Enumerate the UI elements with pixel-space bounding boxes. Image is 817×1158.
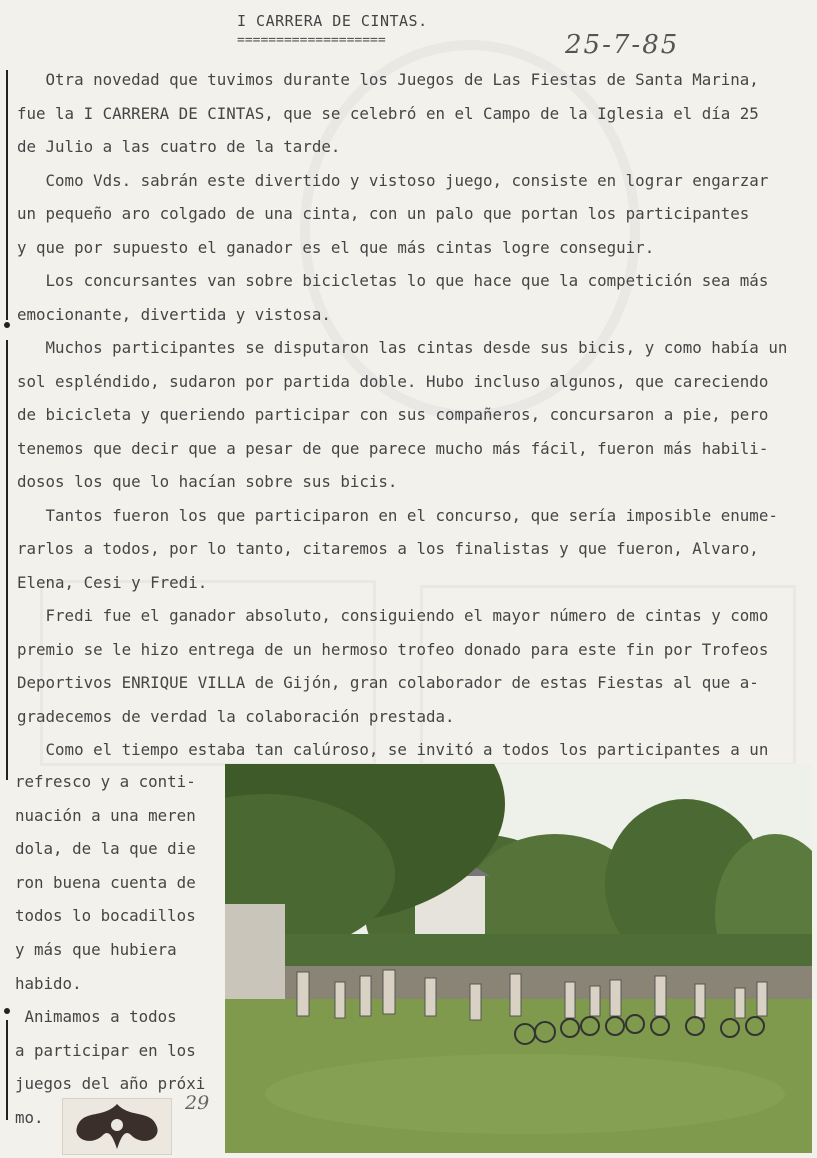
body-line: premio se le hizo entrega de un hermoso trofeo donado para este fin por Trofeos (17, 639, 769, 659)
flourish-icon (63, 1099, 171, 1154)
stamp-watermark (300, 40, 640, 420)
side-line: habido. (15, 973, 82, 993)
body-line: Otra novedad que tuvimos durante los Juegos de Las Fiestas de Santa Marina, (17, 70, 759, 89)
body-line: dosos los que lo hacían sobre sus bicis. (17, 472, 398, 491)
body-line: Deportivos ENRIQUE VILLA de Gijón, gran colaborador de estas Fiestas al que a- (17, 673, 759, 692)
title-underline: =================== (237, 33, 386, 48)
side-line: nuación a una meren (15, 805, 196, 825)
body-line: fue la I CARRERA DE CINTAS, que se celebró en el Campo de la Iglesia el día 25 (17, 103, 759, 123)
body-line: emocionante, divertida y vistosa. (17, 304, 331, 324)
margin-dot (4, 1008, 10, 1014)
body-line: un pequeño aro colgado de una cinta, con un palo que portan los participantes (17, 204, 750, 223)
side-line: a participar en los (15, 1040, 196, 1060)
handwritten-date: 25-7-85 (565, 30, 680, 60)
article-title: I CARRERA DE CINTAS. (237, 12, 428, 30)
body-line: tenemos que decir que a pesar de que parece mucho más fácil, fueron más habili- (17, 438, 769, 458)
side-line: mo. (15, 1108, 44, 1127)
decorative-ornament (62, 1098, 172, 1155)
side-line: juegos del año próxi (15, 1074, 206, 1094)
body-line: Como Vds. sabrán este divertido y vistoso juego, consiste en lograr engarzar (17, 170, 769, 190)
body-line: Muchos participantes se disputaron las cintas desde sus bicis, y como había un (17, 338, 788, 357)
side-line: ron buena cuenta de (15, 872, 196, 892)
body-line: Elena, Cesi y Fredi. (17, 572, 208, 592)
side-line: todos lo bocadillos (15, 906, 196, 926)
body-line: Tantos fueron los que participaron en el concurso, que sería imposible enume- (17, 505, 778, 525)
body-line: Fredi fue el ganador absoluto, consiguiendo el mayor número de cintas y como (17, 606, 769, 625)
side-line: Animamos a todos (15, 1007, 177, 1027)
body-line: de Julio a las cuatro de la tarde. (17, 137, 341, 156)
body-line: Los concursantes van sobre bicicletas lo que hace que la competición sea más (17, 271, 769, 290)
side-line: refresco y a conti- (15, 772, 196, 791)
body-line: rarlos a todos, por lo tanto, citaremos a los finalistas y que fueron, Alvaro, (17, 539, 759, 558)
body-line: de bicicleta y queriendo participar con sus compañeros, concursaron a pie, pero (17, 405, 769, 424)
margin-bar (6, 1020, 8, 1120)
page-number: 29 (185, 1092, 210, 1114)
body-line: y que por supuesto el ganador es el que más cintas logre conseguir. (17, 237, 655, 257)
body-line: Como el tiempo estaba tan calúroso, se invitó a todos los participantes a un (17, 740, 769, 759)
side-line: y más que hubiera (15, 940, 177, 959)
margin-dot (4, 322, 10, 328)
margin-bar (6, 340, 8, 780)
side-line: dola, de la que die (15, 839, 196, 859)
body-line: sol espléndido, sudaron por partida doble. Hubo incluso algunos, que careciendo (17, 371, 769, 391)
margin-bar (6, 70, 8, 320)
photo-illustration (225, 764, 812, 1153)
event-photo (225, 764, 812, 1153)
body-line: gradecemos de verdad la colaboración prestada. (17, 706, 455, 726)
